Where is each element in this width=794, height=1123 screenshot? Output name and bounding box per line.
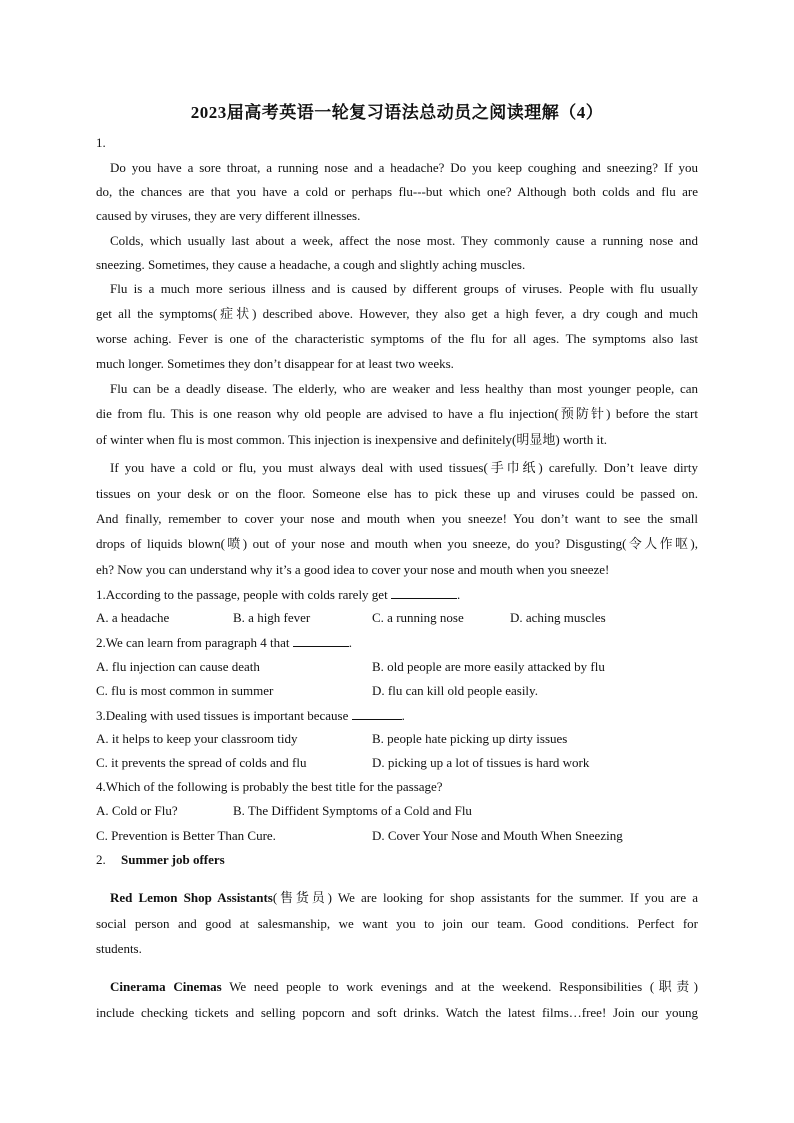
option-c: C. Prevention is Better Than Cure.: [96, 828, 276, 843]
text-line: Do you have a sore throat, a running nose and a headache? Do you keep coughing and sneezing? If you: [110, 160, 698, 175]
option-c: C. it prevents the spread of colds and flu: [96, 755, 307, 770]
answer-blank: [293, 634, 349, 647]
option-d: D. picking up a lot of tissues is hard work: [372, 755, 590, 770]
text-line: Flu is a much more serious illness and is caused by different groups of viruses. People with flu usually: [110, 281, 698, 296]
option-a: A. flu injection can cause death: [96, 659, 260, 674]
text-line: die from flu. This is one reason why old people are advised to have a flu injection(预防针) before the start: [96, 406, 698, 421]
text-line: Colds, which usually last about a week, affect the nose most. They commonly cause a running nose and: [110, 233, 698, 248]
answer-blank: [391, 586, 457, 599]
question-stem: 4.Which of the following is probably the best title for the passage?: [96, 779, 443, 794]
question-stem: [96, 707, 698, 724]
question-text: 3.Dealing with used tissues is important because: [96, 708, 349, 723]
question-tail: .: [401, 708, 405, 723]
ad-name: Red Lemon Shop Assistants: [110, 890, 273, 905]
text-line: drops of liquids blown(喷) out of your nose and mouth when you sneeze, do you? Disgusting(令人作呕),: [96, 536, 698, 551]
answer-blank: [352, 707, 402, 720]
question-stem: [96, 634, 698, 651]
option-b: B. a high fever: [233, 610, 311, 625]
text-line: tissues on your desk or on the floor. Someone else has to pick these up and viruses could be passed on.: [96, 486, 698, 501]
option-a: A. a headache: [96, 610, 170, 625]
section-number: 1.: [96, 135, 106, 150]
option-b: B. old people are more easily attacked by flu: [372, 659, 605, 674]
option-d: D. aching muscles: [510, 610, 606, 625]
text-line: If you have a cold or flu, you must always deal with used tissues(手巾纸) carefully. Don’t leave dirty: [110, 460, 698, 475]
text-line: much longer. Sometimes they don’t disappear for at least two weeks.: [96, 356, 454, 371]
option-b: B. people hate picking up dirty issues: [372, 731, 568, 746]
option-c: C. a running nose: [372, 610, 464, 625]
text-line: And finally, remember to cover your nose and mouth when you sneeze! You don’t want to see the small: [96, 511, 698, 526]
option-c: C. flu is most common in summer: [96, 683, 274, 698]
question-text: 2.We can learn from paragraph 4 that: [96, 635, 290, 650]
text-line: include checking tickets and selling popcorn and soft drinks. Watch the latest films…free! Join our young: [96, 1005, 698, 1020]
text-line: do, the chances are that you have a cold or perhaps flu---but which one? Although both colds and flu are: [96, 184, 698, 199]
page-title: 2023届高考英语一轮复习语法总动员之阅读理解（4）: [190, 103, 604, 122]
question-stem: [96, 586, 698, 603]
ad-text: (售货员) We are looking for shop assistants for the summer. If you are a: [272, 890, 698, 905]
option-b: B. The Diffident Symptoms of a Cold and Flu: [233, 803, 472, 818]
ad-name: Cinerama Cinemas: [110, 979, 222, 994]
text-line: [96, 979, 698, 995]
section-heading: Summer job offers: [121, 852, 225, 867]
text-line: of winter when flu is most common. This injection is inexpensive and definitely(明显地) worth it.: [96, 432, 608, 447]
text-line: caused by viruses, they are very different illnesses.: [96, 208, 361, 223]
question-tail: .: [348, 635, 353, 650]
ad-text: We need people to work evenings and at the weekend. Responsibilities (职责): [221, 979, 698, 994]
text-line: social person and good at salesmanship, we want you to join our team. Good conditions. Perfect for: [96, 916, 698, 931]
text-line: eh? Now you can understand why it’s a good idea to cover your nose and mouth when you sneeze!: [96, 562, 610, 577]
option-d: D. flu can kill old people easily.: [372, 683, 538, 698]
option-a: A. Cold or Flu?: [96, 803, 178, 818]
text-line: sneezing. Sometimes, they cause a headache, a cough and slightly aching muscles.: [96, 257, 526, 272]
question-tail: .: [456, 587, 461, 602]
text-line: get all the symptoms(症状) described above. However, they also get a high fever, a dry cough and much: [96, 306, 698, 321]
text-line: [96, 890, 698, 906]
text-line: Flu can be a deadly disease. The elderly, who are weaker and less healthy than most younger people, can: [110, 381, 698, 396]
question-text: 1.According to the passage, people with colds rarely get: [96, 587, 388, 602]
text-line: students.: [96, 941, 142, 956]
section-number: 2.: [96, 852, 106, 867]
option-a: A. it helps to keep your classroom tidy: [96, 731, 298, 746]
text-line: worse aching. Fever is one of the characteristic symptoms of the flu for all ages. The symptoms also last: [96, 331, 698, 346]
option-d: D. Cover Your Nose and Mouth When Sneezing: [372, 828, 623, 843]
